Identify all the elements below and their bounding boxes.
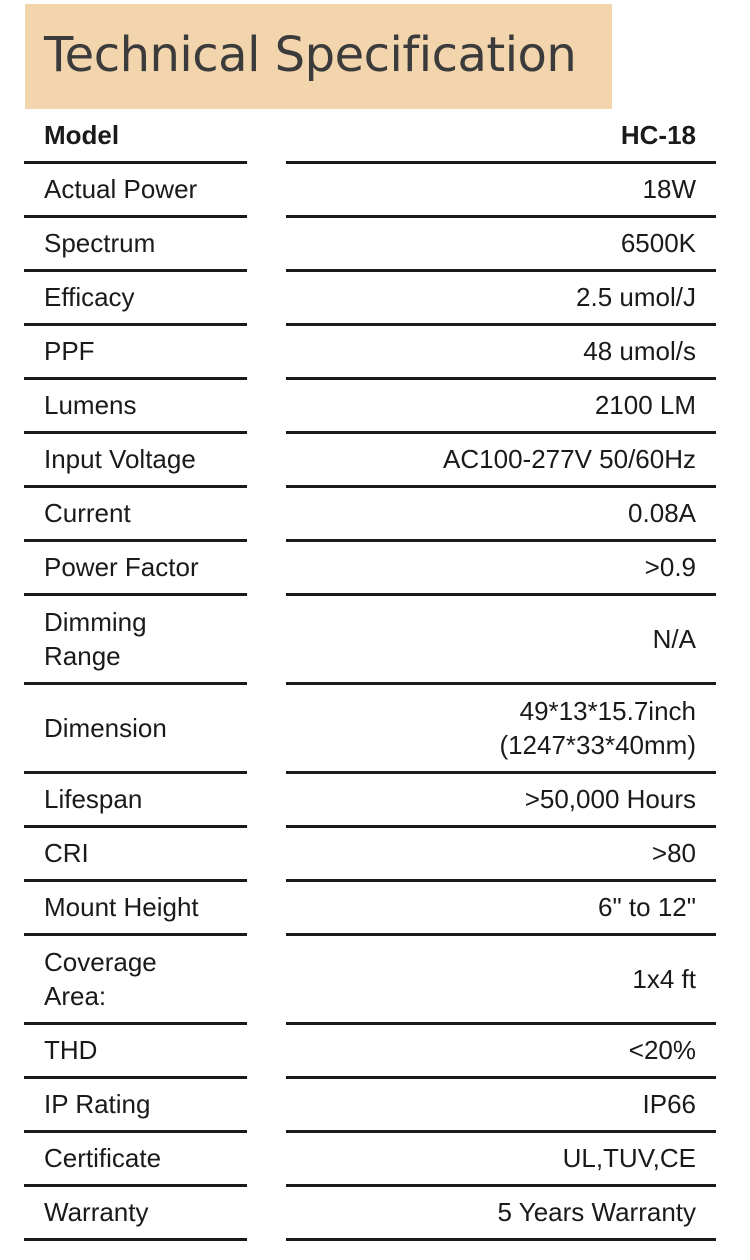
table-row <box>0 326 750 380</box>
spec-value: 2.5 umol/J <box>576 282 696 312</box>
spec-label: Dimming Range <box>44 606 147 671</box>
spec-value: UL,TUV,CE <box>562 1143 696 1173</box>
spec-label: IP Rating <box>44 1089 151 1119</box>
table-row <box>0 218 750 272</box>
spec-label: Mount Height <box>44 892 199 922</box>
spec-value: 49*13*15.7inch (1247*33*40mm) <box>499 695 696 760</box>
spec-value: >50,000 Hours <box>524 784 696 814</box>
table-row <box>0 542 750 596</box>
spec-value: N/A <box>652 623 696 654</box>
table-row <box>0 1079 750 1133</box>
spec-value: 48 umol/s <box>583 336 696 366</box>
spec-label: Actual Power <box>44 174 198 204</box>
table-row <box>0 685 750 774</box>
spec-value: 6500K <box>620 228 696 258</box>
table-row <box>0 164 750 218</box>
spec-label: Lumens <box>44 390 137 420</box>
spec-label: Input Voltage <box>44 444 196 474</box>
spec-label: CRI <box>44 838 89 868</box>
spec-label: Spectrum <box>44 228 156 258</box>
spec-label: THD <box>44 1035 98 1065</box>
header-value: HC-18 <box>620 120 696 150</box>
table-row <box>0 434 750 488</box>
spec-label: Lifespan <box>44 784 143 814</box>
spec-value: >0.9 <box>644 552 696 582</box>
table-row <box>0 272 750 326</box>
spec-value: IP66 <box>642 1089 696 1119</box>
spec-label: Certificate <box>44 1143 162 1173</box>
spec-label: Warranty <box>44 1197 149 1227</box>
table-row <box>0 1025 750 1079</box>
table-row <box>0 774 750 828</box>
spec-label: Coverage Area: <box>44 946 157 1011</box>
spec-value: >80 <box>651 838 696 868</box>
spec-value: 0.08A <box>628 498 696 528</box>
spec-label: Efficacy <box>44 282 135 312</box>
spec-value: 5 Years Warranty <box>497 1197 696 1227</box>
spec-value: 1x4 ft <box>632 963 696 994</box>
row-divider-right <box>286 1238 716 1241</box>
spec-label: PPF <box>44 336 95 366</box>
table-row <box>0 1187 750 1241</box>
spec-value: 6" to 12" <box>598 892 696 922</box>
spec-label: Power Factor <box>44 552 199 582</box>
spec-label: Dimension <box>44 712 167 743</box>
spec-value: 18W <box>642 174 696 204</box>
spec-value: <20% <box>628 1035 696 1065</box>
table-row <box>0 936 750 1025</box>
table-row <box>0 596 750 685</box>
header-label: Model <box>44 120 120 150</box>
table-row <box>0 380 750 434</box>
spec-value: AC100-277V 50/60Hz <box>443 444 696 474</box>
table-row <box>0 882 750 936</box>
table-row <box>0 828 750 882</box>
page-title: Technical Specification <box>44 27 577 83</box>
spec-label: Current <box>44 498 131 528</box>
spec-value: 2100 LM <box>594 390 696 420</box>
title-banner <box>25 4 612 109</box>
table-header-row <box>0 110 750 164</box>
row-divider-left <box>24 1238 247 1241</box>
table-row <box>0 488 750 542</box>
spec-table <box>0 110 750 1241</box>
table-row <box>0 1133 750 1187</box>
